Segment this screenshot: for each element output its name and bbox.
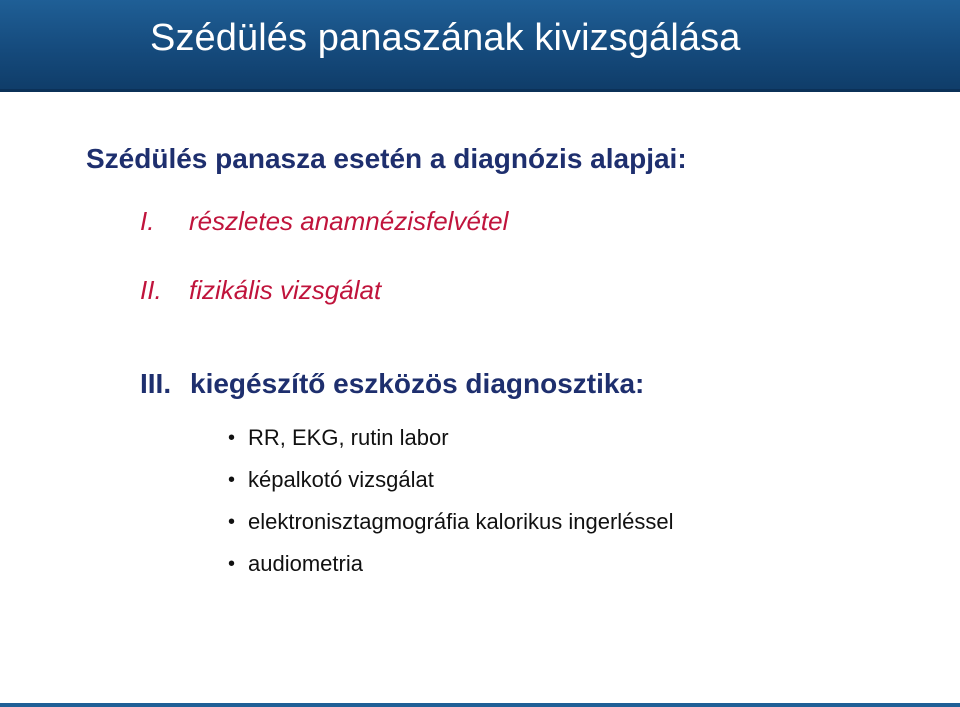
bottom-divider [0,703,960,707]
slide-title: Szédülés panaszának kivizsgálása [150,17,741,59]
intro-heading: Szédülés panasza esetén a diagnózis alapjai: [86,143,687,174]
bullet-icon: • [228,469,236,491]
step-1-number: I. [140,206,155,236]
step-2-text: fizikális vizsgálat [189,275,382,305]
step-1-text: részletes anamnézisfelvétel [189,206,509,236]
bullet-icon: • [228,427,236,449]
step-3-number: III. [140,368,172,399]
step-3-text: kiegészítő eszközös diagnosztika: [190,368,645,399]
step-2-number: II. [140,275,162,305]
list-item-text: képalkotó vizsgálat [248,467,434,492]
list-item-text: audiometria [248,551,363,576]
list-item-text: elektronisztagmográfia kalorikus ingerléssel [248,509,674,534]
bullet-icon: • [228,553,236,575]
bullet-icon: • [228,511,236,533]
list-item-text: RR, EKG, rutin labor [248,425,449,450]
